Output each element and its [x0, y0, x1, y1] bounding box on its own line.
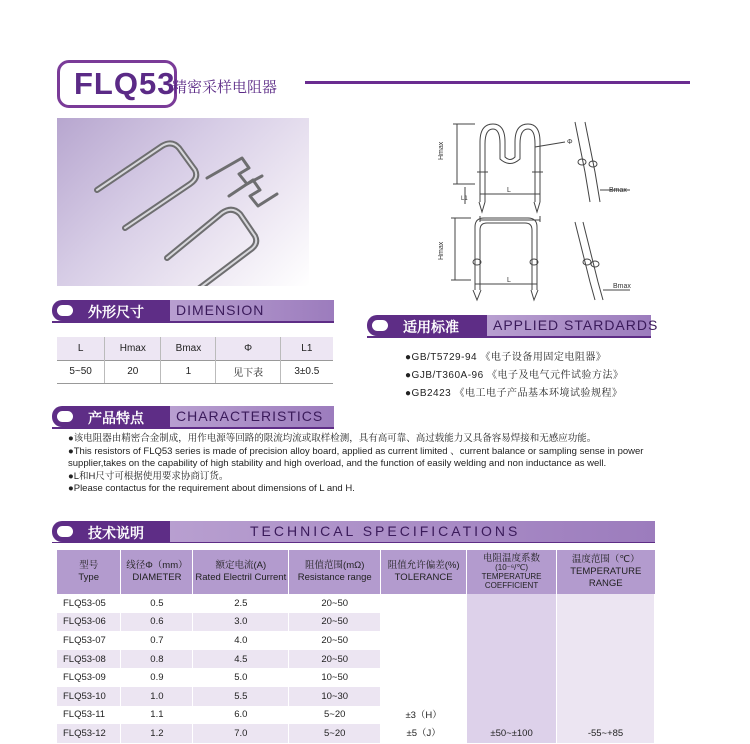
title-divider [305, 81, 690, 84]
table-row: FLQ53-09 0.9 5.0 10~50 [57, 668, 655, 687]
phi-label: Φ [567, 139, 573, 146]
dimension-drawing [415, 112, 655, 302]
standards-section-header [367, 315, 659, 336]
l-label-top: L [507, 187, 511, 194]
hmax-label-top: Hmax [438, 141, 445, 160]
tcr-cell: ±50~±100 [467, 594, 557, 743]
dim-val-l: 5~50 [57, 360, 105, 383]
section-pill-icon [57, 305, 73, 316]
resistor-photo-illustration [57, 118, 309, 286]
product-photo [57, 118, 309, 286]
tech-col-diameter: 线径Φ（mm） DIAMETER [121, 550, 193, 594]
dim-val-phi: 见下表 [216, 360, 280, 383]
tolerance-cell: ±3（H） ±5（J） [381, 594, 467, 743]
standard-item: ●GB2423 《电工电子产品基本环境试验规程》 [405, 388, 623, 399]
characteristics-title-cn: 产品特点 [88, 410, 144, 426]
l-label-bottom: L [507, 277, 511, 284]
dim-val-bmax: 1 [161, 360, 216, 383]
tech-section-header [52, 521, 655, 542]
dimension-section-header [52, 300, 334, 321]
tech-title-en: TECHNICAL SPECIFICATIONS [170, 521, 655, 542]
characteristic-line: ●This resistors of FLQ53 series is made of precision alloy board, applied as current limited 、current balance or sampling sense in power supplier,takes on the capability of high stability and high overload, and the function of easily welding and non inductance as well. [68, 445, 644, 469]
dim-col-l1: L1 [280, 337, 333, 360]
characteristic-line: ●该电阻器由精密合金制成，用作电源等回路的限流均流或取样检测，具有高可靠、高过载能力又具备容易焊接和无感应功能。 [68, 433, 597, 444]
characteristic-line: ●L和H尺寸可根据使用要求协商订货。 [68, 470, 229, 482]
dim-col-l: L [57, 337, 105, 360]
bmax-label-bottom: Bmax [613, 283, 631, 290]
tech-title-cn: 技术说明 [88, 525, 144, 541]
table-row: FLQ53-11 1.1 6.0 5~20 [57, 706, 655, 725]
dim-col-phi: Φ [216, 337, 280, 360]
section-pill-icon [57, 411, 73, 422]
dim-val-l1: 3±0.5 [280, 360, 333, 383]
tech-col-tcr: 电阻温度系数 (10⁻⁶/℃) TEMPERATURE COEFFICIENT [467, 550, 557, 594]
characteristics-title-en: CHARACTERISTICS [170, 406, 334, 427]
tech-col-current: 额定电流(A) Rated Electril Current [193, 550, 289, 594]
table-row: FLQ53-10 1.0 5.5 10~30 [57, 687, 655, 706]
characteristic-line: ●Please contactus for the requirement about dimensions of L and H. [68, 483, 355, 494]
table-row: FLQ53-06 0.6 3.0 20~50 [57, 613, 655, 632]
dimension-value-row [57, 360, 333, 383]
characteristics-section-header [52, 406, 334, 427]
standards-title-en: APPLIED STARDARDS [487, 315, 651, 336]
standard-item: ●GJB/T360A-96 《电子及电气元件试验方法》 [405, 370, 624, 381]
dimension-title-cn: 外形尺寸 [88, 304, 144, 320]
product-name-cn: 精密采样电阻器 [172, 79, 278, 96]
dim-val-hmax: 20 [105, 360, 161, 383]
dimension-header-row [57, 337, 333, 360]
dim-col-bmax: Bmax [161, 337, 216, 360]
bmax-label-top: Bmax [609, 187, 627, 194]
section-pill-icon [57, 526, 73, 537]
table-row: FLQ53-05 0.5 2.5 20~50 ±3（H） ±5（J） ±50~±100 -55~+85 [57, 594, 655, 613]
characteristics-text [68, 433, 648, 496]
hmax-label-bottom: Hmax [438, 241, 445, 260]
tech-col-temp-range: 温度范围（℃） TEMPERATURE RANGE [557, 550, 655, 594]
section-pill-icon [372, 320, 388, 331]
temp-range-cell: -55~+85 [557, 594, 655, 743]
technical-spec-table [57, 550, 655, 743]
table-row: FLQ53-12 1.2 7.0 5~20 [57, 724, 655, 743]
dimension-table [57, 337, 333, 384]
standards-title-cn: 适用标准 [403, 319, 459, 335]
table-row: FLQ53-08 0.8 4.5 20~50 [57, 650, 655, 669]
l1-label: L1 [461, 196, 468, 202]
tech-col-tolerance: 阻值允许偏差(%) TOLERANCE [381, 550, 467, 594]
standard-item: ●GB/T5729-94 《电子设备用固定电阻器》 [405, 352, 607, 363]
tech-col-resistance: 阻值范围(mΩ) Resistance range [289, 550, 381, 594]
tech-col-type: 型号 Type [57, 550, 121, 594]
table-row: FLQ53-07 0.7 4.0 20~50 [57, 631, 655, 650]
tech-header-row [57, 550, 655, 594]
dimension-title-en: DIMENSION [170, 300, 334, 321]
product-model-title: FLQ53 [74, 66, 176, 101]
dim-col-hmax: Hmax [105, 337, 161, 360]
